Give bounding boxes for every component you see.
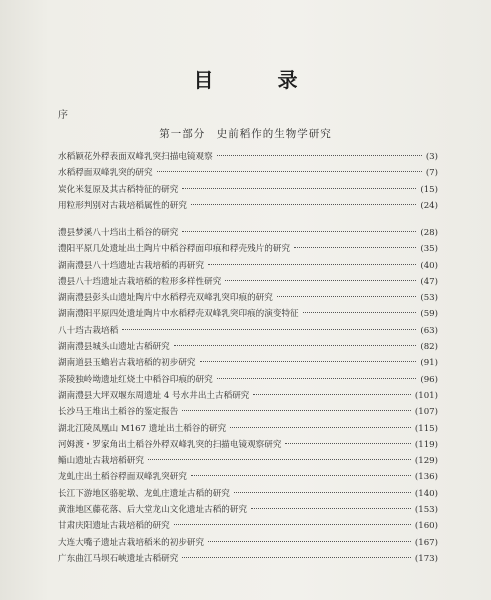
toc-entry-title: 鲻山遗址古栽培稻研究 xyxy=(58,456,144,467)
toc-entry-title: 湖南道县玉蟾岩古栽培稻的初步研究 xyxy=(58,358,196,369)
toc-entry xyxy=(58,291,438,307)
toc-dot-leader xyxy=(182,231,416,232)
toc-entry-title: 湖南澧县城头山遗址古稻研究 xyxy=(58,342,170,353)
part-one-heading: 第一部分 史前稻作的生物学研究 xyxy=(159,128,332,140)
toc-entry-page: (153) xyxy=(414,505,438,516)
toc-entry-page: (119) xyxy=(414,439,438,450)
toc-entry xyxy=(58,356,438,372)
toc-entry-title: 湖南澧阳平原四处遗址陶片中水稻稃壳双峰乳突印痕的演变特征 xyxy=(58,309,299,320)
toc-entry-title: 湖北江陵凤凰山 M167 遗址出土稻谷的研究 xyxy=(58,423,227,434)
toc-entry xyxy=(58,389,438,405)
toc-dot-leader xyxy=(277,296,416,297)
toc-dot-leader xyxy=(303,312,417,313)
toc-entry-page: (91) xyxy=(420,358,438,369)
toc-entry xyxy=(58,536,438,552)
toc-entry xyxy=(58,373,438,389)
toc-entry-page: (53) xyxy=(420,293,438,304)
toc-dot-leader xyxy=(208,264,416,265)
toc-group-a xyxy=(58,150,438,215)
toc-entry-title: 澧阳平原几处遗址出土陶片中稻谷稃面印痕和稃壳残片的研究 xyxy=(58,244,291,255)
toc-dot-leader xyxy=(174,524,411,525)
toc-entry-title: 长江下游地区骆驼墩、龙虬庄遗址古稻的研究 xyxy=(58,488,230,499)
toc-entry-page: (115) xyxy=(414,423,438,434)
toc-dot-leader xyxy=(285,443,410,444)
toc-entry-title: 湖南澧县八十垱遗址古栽培稻的再研究 xyxy=(58,260,205,271)
toc-entry-title: 龙虬庄出土稻谷稃面双峰乳突研究 xyxy=(58,472,187,483)
toc-entry-title: 黄淮地区藤花落、后大堂龙山文化遗址古稻的研究 xyxy=(58,505,248,516)
toc-entry-page: (24) xyxy=(420,200,438,211)
toc-entry-page: (140) xyxy=(414,488,438,499)
toc-entry-title: 澧县八十垱遗址古栽培稻的粒形多样性研究 xyxy=(58,276,222,287)
toc-entry-page: (28) xyxy=(420,228,438,238)
toc-dot-leader xyxy=(253,394,410,395)
toc-entry-page: (63) xyxy=(420,325,438,336)
toc-dot-leader xyxy=(294,247,416,248)
toc-entry-page: (15) xyxy=(420,184,438,195)
toc-entry xyxy=(58,503,438,519)
toc-dot-leader xyxy=(191,204,416,205)
toc-dot-leader xyxy=(225,280,416,281)
toc-entry xyxy=(58,166,438,182)
toc-dot-leader xyxy=(182,410,411,411)
toc-dot-leader xyxy=(200,361,417,362)
toc-entry-page: (129) xyxy=(414,456,438,467)
toc-dot-leader xyxy=(217,155,422,156)
toc-entry xyxy=(58,242,438,258)
toc-entry-page: (40) xyxy=(420,260,438,271)
toc-entry-page: (136) xyxy=(414,472,438,483)
toc-dot-leader xyxy=(182,188,416,189)
toc-dot-leader xyxy=(251,508,411,509)
toc-entry-title: 湖南澧县大坪双堰东周遗址 4 号水井出土古稻研究 xyxy=(58,390,250,401)
toc-dot-leader xyxy=(148,459,411,460)
toc-entry-title: 水稻颖花外稃表面双峰乳突扫描电镜观察 xyxy=(58,152,213,162)
toc-entry xyxy=(58,470,438,486)
toc-dot-leader xyxy=(191,475,411,476)
toc-entry-page: (173) xyxy=(414,553,438,564)
toc-entry xyxy=(58,307,438,323)
toc-entry-title: 八十垱古栽培稻 xyxy=(58,325,119,336)
toc-entry-title: 河姆渡・罗家角出土稻谷外稃双峰乳突的扫描电镜观察研究 xyxy=(58,439,282,450)
toc-entry-title: 长沙马王堆出土稻谷的鉴定报告 xyxy=(58,407,179,418)
toc-dot-leader xyxy=(234,492,411,493)
toc-dot-leader xyxy=(230,427,411,428)
toc-entry-page: (35) xyxy=(420,244,438,255)
toc-entry-title: 水稻稃面双峰乳突的研究 xyxy=(58,168,153,179)
toc-dot-leader xyxy=(174,345,417,346)
toc-entry-title: 湖南澧县彭头山遗址陶片中水稻稃壳双峰乳突印痕的研究 xyxy=(58,293,273,304)
toc-entry-page: (59) xyxy=(420,309,438,320)
toc-dot-leader xyxy=(157,171,422,172)
toc-entry xyxy=(58,199,438,215)
toc-entry xyxy=(58,324,438,340)
toc-entry-title: 炭化米复原及其古稻特征的研究 xyxy=(58,184,179,195)
toc-entry-title: 大连大嘴子遗址古栽培稻米的初步研究 xyxy=(58,537,205,548)
toc-entry xyxy=(58,438,438,454)
toc-entry xyxy=(58,405,438,421)
toc-entry xyxy=(58,259,438,275)
toc-entry-title: 茶陵独岭坳遗址红烧土中稻谷印痕的研究 xyxy=(58,374,213,385)
toc-entry-page: (167) xyxy=(414,537,438,548)
toc-entry xyxy=(58,183,438,199)
toc-entry-title: 用粒形判别对古栽培稻属性的研究 xyxy=(58,200,187,211)
toc-entry xyxy=(58,487,438,503)
toc-entry xyxy=(58,340,438,356)
toc-dot-leader xyxy=(182,557,411,558)
toc-entry-page: (101) xyxy=(414,390,438,401)
toc-entry-page: (160) xyxy=(414,521,438,532)
toc-entry-page: (96) xyxy=(420,374,438,385)
toc-entry-title: 甘肃庆阳遗址古栽培稻的研究 xyxy=(58,521,170,532)
toc-dot-leader xyxy=(217,378,417,379)
toc-entry xyxy=(58,519,438,535)
toc-entry xyxy=(58,275,438,291)
toc-entry-page: (3) xyxy=(425,152,438,162)
toc-entry-title: 澧县梦溪八十垱出土稻谷的研究 xyxy=(58,228,179,238)
toc-dot-leader xyxy=(208,541,411,542)
toc-entry-page: (107) xyxy=(414,407,438,418)
toc-entry-page: (82) xyxy=(420,342,438,353)
toc-entry xyxy=(58,150,438,166)
toc-entry-page: (47) xyxy=(420,276,438,287)
toc-entry xyxy=(58,422,438,438)
toc-entry xyxy=(58,226,438,242)
toc-entry-title: 广东曲江马坝石峡遗址古稻研究 xyxy=(58,553,179,564)
toc-entry xyxy=(58,552,438,568)
preface-entry: 序 xyxy=(58,110,68,121)
toc-dot-leader xyxy=(122,329,416,330)
page-title: 目 录 xyxy=(193,68,320,92)
toc-entry-page: (7) xyxy=(425,168,438,179)
toc-entry xyxy=(58,454,438,470)
toc-group-b xyxy=(58,226,438,568)
